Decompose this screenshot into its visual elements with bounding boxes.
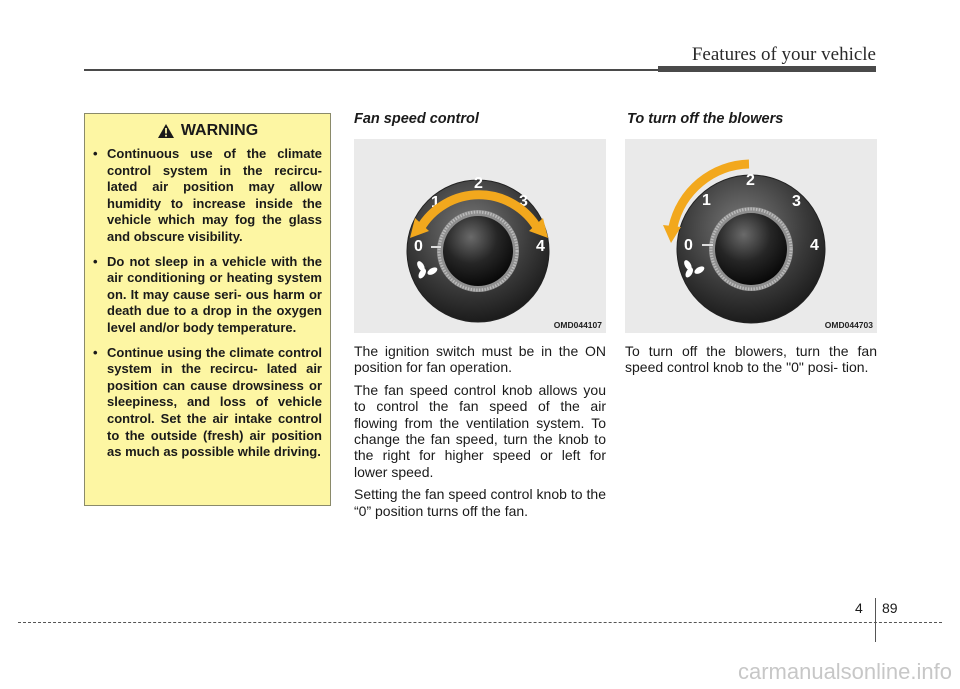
header-rule-accent — [658, 66, 876, 72]
speed-label: 0 — [414, 238, 423, 255]
warning-list — [93, 146, 322, 461]
footer-divider — [875, 598, 876, 642]
paragraph: To turn off the blowers, turn the fan speed control knob to the "0" posi- tion. — [625, 343, 877, 376]
blowers-off-text — [625, 343, 877, 382]
blowers-off-knob-illustration — [625, 139, 877, 333]
fan-speed-text — [354, 343, 606, 525]
page-number: 89 — [882, 600, 898, 616]
blowers-off-figure — [625, 139, 877, 333]
speed-label: 0 — [684, 237, 693, 254]
speed-label: 2 — [474, 175, 483, 192]
speed-label: 1 — [702, 192, 711, 209]
speed-label: 4 — [536, 238, 545, 255]
chapter-number: 4 — [855, 600, 863, 616]
speed-label: 1 — [431, 194, 440, 211]
warning-header — [85, 122, 330, 140]
watermark: carmanualsonline.info — [737, 659, 952, 684]
fan-speed-figure — [354, 139, 606, 333]
warning-box — [84, 113, 331, 506]
speed-label: 4 — [810, 237, 819, 254]
blowers-off-heading: To turn off the blowers — [627, 111, 784, 127]
speed-label: 3 — [519, 193, 528, 210]
header-title: Features of your vehicle — [691, 44, 876, 65]
figure-code: OMD044107 — [553, 320, 602, 330]
speed-label: 3 — [792, 193, 801, 210]
warning-item: • Continue using the climate control system in the recircu- lated air position can cause drowsiness or sleepiness, and loss of vehicle control. Set the air intake control to the outside (fresh) air position as much as possible while driving. — [93, 345, 322, 461]
warning-triangle-icon — [157, 123, 175, 139]
fan-knob-illustration — [354, 139, 606, 333]
figure-code: OMD044703 — [824, 320, 873, 330]
warning-title: WARNING — [180, 122, 259, 139]
fan-speed-heading: Fan speed control — [354, 111, 479, 127]
paragraph: The ignition switch must be in the ON position for fan operation. — [354, 343, 606, 376]
warning-item: • Do not sleep in a vehicle with the air conditioning or heating system on. It may cause seri- ous harm or death due to a drop in the oxygen level and/or body temperature. — [93, 254, 322, 337]
warning-item: • Continuous use of the climate control system in the recircu- lated air position may allow humidity to increase inside the vehicle which may fog the glass and obscure visibility. — [93, 146, 322, 246]
paragraph: The fan speed control knob allows you to control the fan speed of the air flowing from the ventilation system. To change the fan speed, turn the knob to the right for higher speed or left for lower speed. — [354, 381, 606, 480]
footer-rule — [18, 622, 942, 623]
paragraph: Setting the fan speed control knob to the “0” position turns off the fan. — [354, 486, 606, 519]
speed-label: 2 — [746, 172, 755, 189]
